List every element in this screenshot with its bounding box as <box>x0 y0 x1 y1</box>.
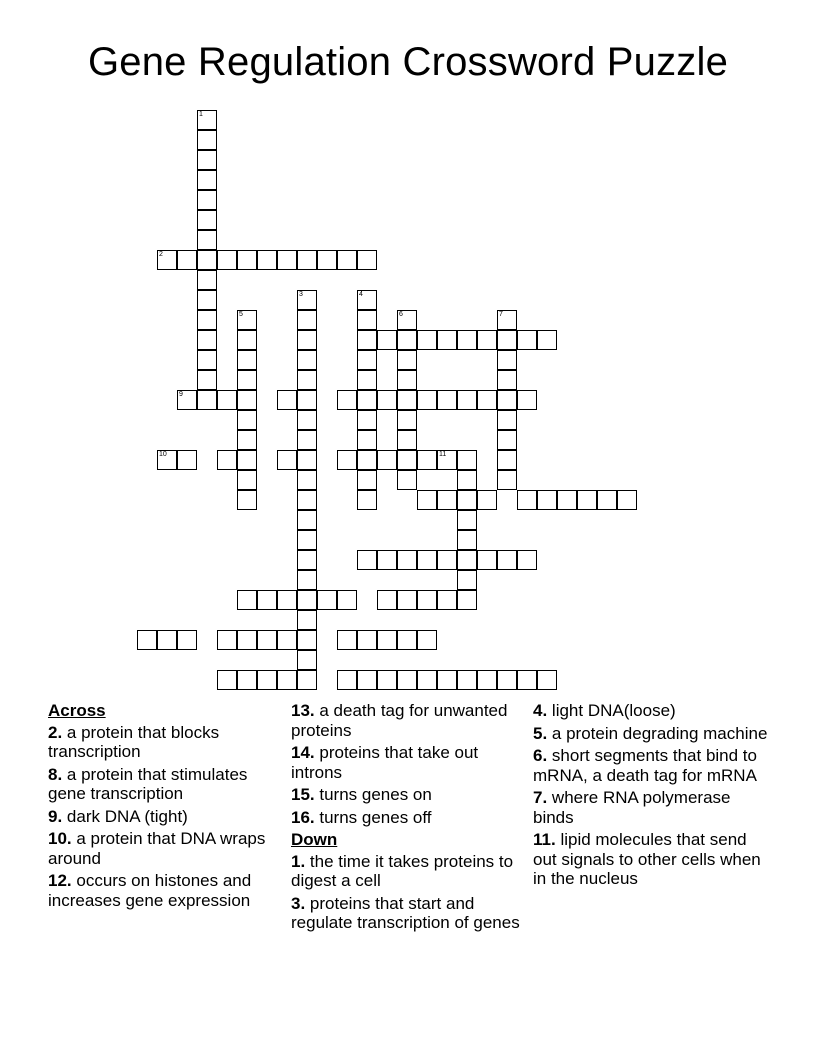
grid-cell[interactable] <box>297 550 317 570</box>
grid-cell[interactable] <box>477 330 497 350</box>
grid-cell[interactable] <box>537 670 557 690</box>
grid-cell[interactable] <box>357 430 377 450</box>
grid-cell[interactable] <box>297 450 317 470</box>
grid-cell[interactable] <box>417 390 437 410</box>
grid-cell[interactable] <box>417 550 437 570</box>
grid-cell[interactable] <box>197 310 217 330</box>
grid-cell[interactable] <box>357 330 377 350</box>
grid-cell[interactable] <box>357 410 377 430</box>
clue-down-3 <box>291 894 523 933</box>
grid-cell[interactable] <box>237 450 257 470</box>
grid-cell[interactable] <box>497 430 517 450</box>
grid-cell[interactable] <box>477 490 497 510</box>
clue-across-10 <box>48 829 280 868</box>
clue-across-8 <box>48 765 280 804</box>
grid-cell[interactable] <box>417 450 437 470</box>
grid-cell[interactable] <box>517 670 537 690</box>
grid-cell[interactable] <box>237 590 257 610</box>
grid-cell[interactable] <box>157 450 177 470</box>
grid-cell[interactable] <box>357 470 377 490</box>
grid-cell[interactable] <box>457 390 477 410</box>
grid-cell[interactable] <box>337 590 357 610</box>
grid-cell[interactable] <box>317 590 337 610</box>
grid-cell[interactable] <box>397 670 417 690</box>
grid-cell[interactable] <box>297 330 317 350</box>
grid-cell[interactable] <box>437 330 457 350</box>
grid-cell[interactable] <box>477 670 497 690</box>
grid-cell[interactable] <box>417 670 437 690</box>
grid-cell[interactable] <box>197 230 217 250</box>
grid-cell[interactable] <box>177 390 197 410</box>
clue-text: a protein degrading machine <box>551 723 768 743</box>
grid-cell[interactable] <box>517 330 537 350</box>
clue-across-13 <box>291 701 523 740</box>
clue-across-16 <box>291 808 523 828</box>
grid-cell[interactable] <box>397 590 417 610</box>
grid-cell[interactable] <box>357 370 377 390</box>
grid-cell[interactable] <box>257 250 277 270</box>
grid-cell[interactable] <box>457 570 477 590</box>
grid-cell[interactable] <box>357 250 377 270</box>
clue-number: 8. <box>48 764 63 784</box>
clue-number: 6. <box>533 746 548 765</box>
clue-number-label: 6 <box>399 311 403 318</box>
clue-down-4 <box>533 701 773 721</box>
clue-text: proteins that start and regulate transcription of genes <box>291 893 520 932</box>
grid-cell[interactable] <box>377 670 397 690</box>
clue-text: short segments that bind to mRNA, a death tag for mRNA <box>533 746 757 785</box>
grid-cell[interactable] <box>197 170 217 190</box>
clue-number-label: 5 <box>239 311 243 318</box>
grid-cell[interactable] <box>237 410 257 430</box>
grid-cell[interactable] <box>497 470 517 490</box>
grid-cell[interactable] <box>397 430 417 450</box>
clue-text: light DNA(loose) <box>551 701 676 720</box>
grid-cell[interactable] <box>177 250 197 270</box>
grid-cell[interactable] <box>397 390 417 410</box>
grid-cell[interactable] <box>417 590 437 610</box>
grid-cell[interactable] <box>237 250 257 270</box>
grid-cell[interactable] <box>297 570 317 590</box>
grid-cell[interactable] <box>617 490 637 510</box>
grid-cell[interactable] <box>457 670 477 690</box>
grid-cell[interactable] <box>237 350 257 370</box>
clue-text: dark DNA (tight) <box>66 806 188 826</box>
clue-across-15 <box>291 785 523 805</box>
grid-cell[interactable] <box>457 550 477 570</box>
clue-number-label: 2 <box>159 251 163 258</box>
clue-across-12 <box>48 871 280 910</box>
grid-cell[interactable] <box>497 410 517 430</box>
grid-cell[interactable] <box>297 650 317 670</box>
grid-cell[interactable] <box>357 290 377 310</box>
grid-cell[interactable] <box>457 330 477 350</box>
grid-cell[interactable] <box>457 510 477 530</box>
page-title: Gene Regulation Crossword Puzzle <box>87 40 729 84</box>
clue-number: 4. <box>533 701 548 720</box>
clue-number: 9. <box>48 806 63 826</box>
grid-cell[interactable] <box>397 370 417 390</box>
grid-cell[interactable] <box>277 590 297 610</box>
grid-cell[interactable] <box>397 630 417 650</box>
clue-across-14 <box>291 743 523 782</box>
grid-cell[interactable] <box>197 210 217 230</box>
grid-cell[interactable] <box>217 390 237 410</box>
clue-number: 11. <box>533 830 556 849</box>
grid-cell[interactable] <box>557 490 577 510</box>
clue-text: proteins that take out introns <box>291 743 479 782</box>
grid-cell[interactable] <box>397 330 417 350</box>
grid-cell[interactable] <box>197 330 217 350</box>
grid-cell[interactable] <box>377 590 397 610</box>
grid-cell[interactable] <box>217 250 237 270</box>
grid-cell[interactable] <box>497 370 517 390</box>
clue-number: 2. <box>48 722 63 742</box>
clue-text: a death tag for unwanted proteins <box>291 701 508 740</box>
clue-text: occurs on histones and increases gene expression <box>48 871 252 910</box>
grid-cell[interactable] <box>297 610 317 630</box>
grid-cell[interactable] <box>517 390 537 410</box>
grid-cell[interactable] <box>297 250 317 270</box>
grid-cell[interactable] <box>337 670 357 690</box>
grid-cell[interactable] <box>297 410 317 430</box>
clue-number: 1. <box>291 851 306 871</box>
grid-cell[interactable] <box>417 630 437 650</box>
grid-cell[interactable] <box>197 290 217 310</box>
clue-number: 14. <box>291 743 315 762</box>
grid-cell[interactable] <box>237 630 257 650</box>
down-heading: Down <box>291 830 338 849</box>
grid-cell[interactable] <box>337 630 357 650</box>
grid-cell[interactable] <box>277 630 297 650</box>
clue-text: where RNA polymerase binds <box>533 788 731 827</box>
grid-cell[interactable] <box>377 550 397 570</box>
clue-text: turns genes off <box>319 807 432 827</box>
clue-number-label: 7 <box>499 311 503 318</box>
clue-across-9 <box>48 807 280 827</box>
grid-cell[interactable] <box>437 390 457 410</box>
clue-number: 5. <box>533 723 548 743</box>
clues-column-1 <box>48 701 280 913</box>
grid-cell[interactable] <box>377 330 397 350</box>
clue-text: the time it takes proteins to digest a cell <box>291 851 514 890</box>
grid-cell[interactable] <box>357 490 377 510</box>
grid-cell[interactable] <box>297 590 317 610</box>
grid-cell[interactable] <box>157 250 177 270</box>
grid-cell[interactable] <box>237 490 257 510</box>
grid-cell[interactable] <box>537 490 557 510</box>
grid-cell[interactable] <box>297 290 317 310</box>
clue-text: a protein that stimulates gene transcription <box>48 764 248 803</box>
grid-cell[interactable] <box>197 390 217 410</box>
grid-cell[interactable] <box>437 670 457 690</box>
clue-number: 10. <box>48 829 72 848</box>
grid-cell[interactable] <box>217 670 237 690</box>
grid-cell[interactable] <box>417 490 437 510</box>
grid-cell[interactable] <box>297 350 317 370</box>
grid-cell[interactable] <box>537 330 557 350</box>
grid-cell[interactable] <box>177 630 197 650</box>
grid-cell[interactable] <box>237 330 257 350</box>
grid-cell[interactable] <box>457 590 477 610</box>
grid-cell[interactable] <box>297 430 317 450</box>
clue-number: 12. <box>48 871 72 890</box>
grid-cell[interactable] <box>297 510 317 530</box>
grid-cell[interactable] <box>297 370 317 390</box>
grid-cell[interactable] <box>277 250 297 270</box>
grid-cell[interactable] <box>397 470 417 490</box>
grid-cell[interactable] <box>377 390 397 410</box>
grid-cell[interactable] <box>337 250 357 270</box>
grid-cell[interactable] <box>277 390 297 410</box>
grid-cell[interactable] <box>197 350 217 370</box>
grid-cell[interactable] <box>237 310 257 330</box>
grid-cell[interactable] <box>497 390 517 410</box>
grid-cell[interactable] <box>497 670 517 690</box>
clue-text: lipid molecules that send out signals to other cells when in the nucleus <box>533 830 761 888</box>
grid-cell[interactable] <box>497 550 517 570</box>
grid-cell[interactable] <box>197 370 217 390</box>
grid-cell[interactable] <box>237 670 257 690</box>
grid-cell[interactable] <box>297 530 317 550</box>
grid-cell[interactable] <box>477 550 497 570</box>
clue-down-6 <box>533 746 773 785</box>
clue-across-2 <box>48 723 280 762</box>
grid-cell[interactable] <box>397 310 417 330</box>
grid-cell[interactable] <box>517 550 537 570</box>
grid-cell[interactable] <box>137 630 157 650</box>
grid-cell[interactable] <box>297 390 317 410</box>
grid-cell[interactable] <box>577 490 597 510</box>
clue-down-7 <box>533 788 773 827</box>
grid-cell[interactable] <box>337 450 357 470</box>
clue-text: turns genes on <box>319 785 432 804</box>
grid-cell[interactable] <box>397 550 417 570</box>
grid-cell[interactable] <box>517 490 537 510</box>
grid-cell[interactable] <box>197 270 217 290</box>
grid-cell[interactable] <box>357 630 377 650</box>
grid-cell[interactable] <box>197 150 217 170</box>
grid-cell[interactable] <box>357 390 377 410</box>
grid-cell[interactable] <box>197 250 217 270</box>
grid-cell[interactable] <box>357 310 377 330</box>
grid-cell[interactable] <box>297 630 317 650</box>
grid-cell[interactable] <box>197 130 217 150</box>
clue-down-1 <box>291 852 523 891</box>
clue-number: 7. <box>533 788 548 807</box>
clue-down-5 <box>533 724 773 744</box>
clues-column-2 <box>291 701 523 936</box>
grid-cell[interactable] <box>397 410 417 430</box>
grid-cell[interactable] <box>277 450 297 470</box>
grid-cell[interactable] <box>297 310 317 330</box>
clue-number-label: 10 <box>159 451 167 458</box>
clue-number: 13. <box>291 701 315 720</box>
clue-down-11 <box>533 830 773 889</box>
grid-cell[interactable] <box>457 470 477 490</box>
grid-cell[interactable] <box>357 670 377 690</box>
grid-cell[interactable] <box>237 370 257 390</box>
grid-cell[interactable] <box>197 110 217 130</box>
grid-cell[interactable] <box>237 430 257 450</box>
grid-cell[interactable] <box>437 590 457 610</box>
grid-cell[interactable] <box>337 390 357 410</box>
clue-number-label: 9 <box>179 391 183 398</box>
clue-text: a protein that DNA wraps around <box>48 829 266 868</box>
clue-number: 15. <box>291 785 315 804</box>
grid-cell[interactable] <box>437 550 457 570</box>
grid-cell[interactable] <box>297 670 317 690</box>
grid-cell[interactable] <box>197 190 217 210</box>
grid-cell[interactable] <box>497 310 517 330</box>
grid-cell[interactable] <box>357 350 377 370</box>
clue-number-label: 1 <box>199 111 203 118</box>
grid-cell[interactable] <box>377 450 397 470</box>
clues-column-3 <box>533 701 773 892</box>
clue-number-label: 11 <box>439 451 447 458</box>
grid-cell[interactable] <box>217 450 237 470</box>
grid-cell[interactable] <box>177 450 197 470</box>
grid-cell[interactable] <box>237 390 257 410</box>
grid-cell[interactable] <box>437 490 457 510</box>
clue-text: a protein that blocks transcription <box>48 722 220 761</box>
clue-number: 3. <box>291 893 306 913</box>
grid-cell[interactable] <box>317 250 337 270</box>
grid-cell[interactable] <box>237 470 257 490</box>
grid-cell[interactable] <box>597 490 617 510</box>
grid-cell[interactable] <box>457 530 477 550</box>
grid-cell[interactable] <box>497 350 517 370</box>
grid-cell[interactable] <box>297 490 317 510</box>
grid-cell[interactable] <box>377 630 397 650</box>
grid-cell[interactable] <box>457 490 477 510</box>
grid-cell[interactable] <box>257 630 277 650</box>
across-heading: Across <box>48 701 106 720</box>
clue-number-label: 3 <box>299 291 303 298</box>
grid-cell[interactable] <box>437 450 457 470</box>
grid-cell[interactable] <box>497 330 517 350</box>
grid-cell[interactable] <box>297 470 317 490</box>
clue-number-label: 4 <box>359 291 363 298</box>
grid-cell[interactable] <box>257 670 277 690</box>
clue-number: 16. <box>291 807 315 827</box>
grid-cell[interactable] <box>477 390 497 410</box>
grid-cell[interactable] <box>397 350 417 370</box>
grid-cell[interactable] <box>277 670 297 690</box>
grid-cell[interactable] <box>157 630 177 650</box>
grid-cell[interactable] <box>497 450 517 470</box>
grid-cell[interactable] <box>217 630 237 650</box>
grid-cell[interactable] <box>357 450 377 470</box>
grid-cell[interactable] <box>397 450 417 470</box>
grid-cell[interactable] <box>357 550 377 570</box>
grid-cell[interactable] <box>257 590 277 610</box>
grid-cell[interactable] <box>457 450 477 470</box>
grid-cell[interactable] <box>417 330 437 350</box>
